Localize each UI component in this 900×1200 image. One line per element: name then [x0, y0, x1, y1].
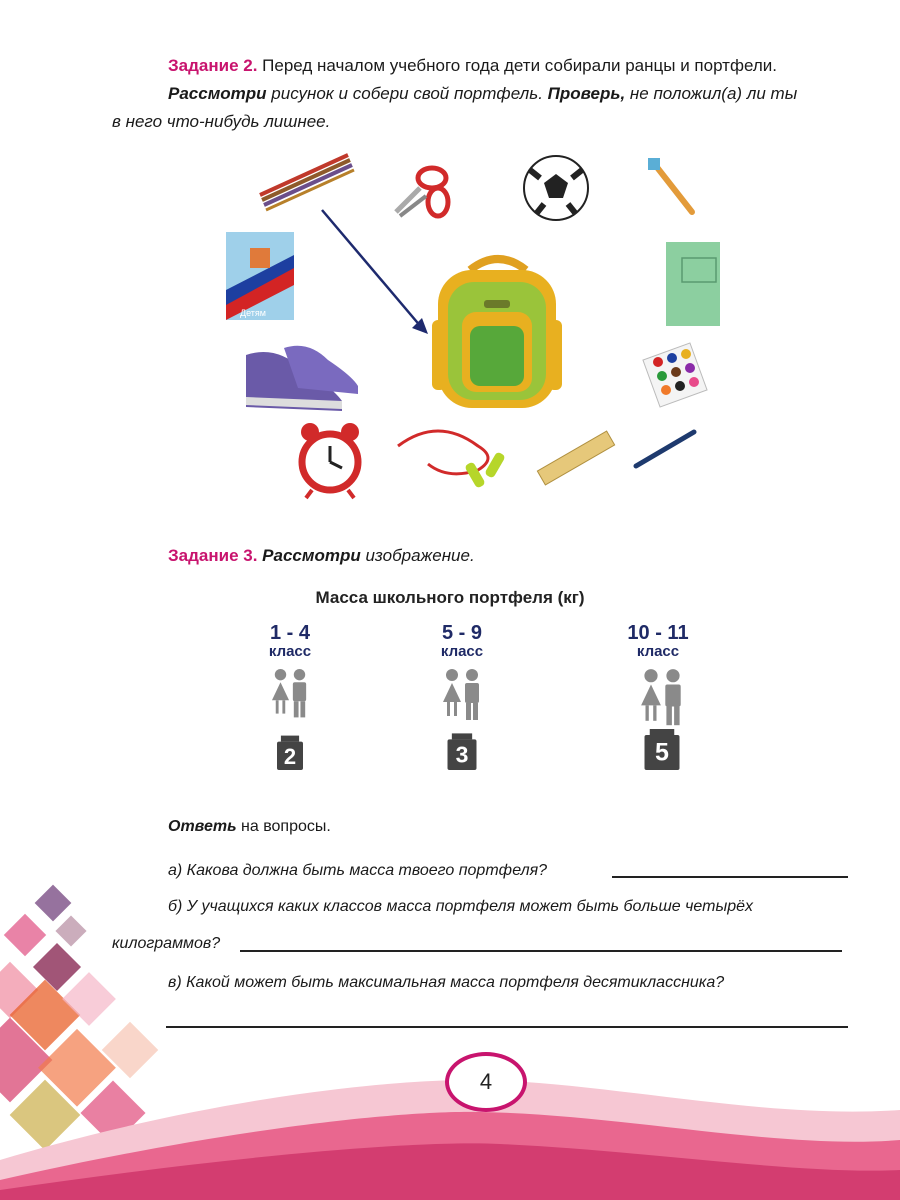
female-person-leg [653, 705, 656, 720]
female-person-leg [646, 705, 649, 720]
pencils-icon [260, 155, 354, 210]
male-person-body [293, 682, 306, 701]
grade-class-label: класс [268, 643, 312, 660]
task2-look-word: Рассмотри [168, 84, 267, 103]
task3-label: Задание 3. [168, 546, 258, 565]
task2-line1 [168, 56, 777, 76]
question-c: в) Какой может быть максимальная масса портфеля десятиклассника? [168, 974, 725, 991]
female-person-leg [276, 700, 279, 713]
grade-range-label: 5 - 9 [441, 622, 483, 644]
jump-rope-icon [398, 431, 506, 489]
answer-line-a[interactable] [612, 876, 848, 878]
task3-line [168, 546, 475, 566]
female-person-body [641, 685, 661, 706]
task2-instruction-text: рисунок и собери свой портфель. [271, 84, 543, 103]
chart-title: Масса школьного портфеля (кг) [315, 588, 585, 607]
task2-intro-text: Перед началом учебного года дети собирали ранцы и портфели. [262, 56, 777, 75]
weights-chart [0, 660, 900, 780]
scissors-icon [396, 168, 448, 216]
weight-value-label: 5 [655, 738, 669, 767]
male-person-leg [300, 701, 305, 717]
female-person-icon [275, 669, 286, 680]
female-person-icon [644, 669, 657, 682]
female-person-icon [446, 669, 458, 681]
grade-range-label: 1 - 4 [269, 622, 311, 644]
ruler-icon [537, 431, 614, 485]
atlas-book-icon [226, 232, 294, 320]
bottom-wave [0, 1040, 900, 1200]
male-person-leg [666, 707, 672, 726]
female-person-leg [282, 700, 285, 713]
sneakers-icon [246, 346, 358, 411]
female-person-body [272, 682, 289, 700]
task2-line3: в него что-нибудь лишнее. [112, 112, 331, 131]
task3-rest-text: изображение. [365, 546, 475, 565]
questions-intro [168, 818, 331, 836]
soccer-ball-icon [524, 156, 588, 220]
male-person-icon [294, 669, 305, 680]
answer-line-c[interactable] [166, 1026, 848, 1028]
male-person-leg [674, 707, 680, 726]
backpack-illustration [200, 140, 720, 510]
male-person-leg [466, 703, 471, 720]
toothbrush-icon [648, 158, 692, 212]
weight-handle [650, 729, 675, 735]
male-person-icon [466, 669, 478, 681]
task2-check-word: Проверь, [547, 84, 626, 103]
male-person-leg [473, 703, 478, 720]
task2-label: Задание 2. [168, 56, 258, 75]
questions-intro-rest: на вопросы. [241, 818, 331, 835]
task2-question-text: не положил(а) ли ты [629, 84, 798, 103]
female-person-body [443, 683, 461, 702]
weight-value-label: 3 [455, 741, 469, 768]
grade-column-1 [230, 622, 350, 660]
male-person-body [665, 685, 680, 707]
atlas-label: Детям [240, 308, 266, 318]
notebook-icon [666, 242, 720, 326]
backpack-icon [432, 259, 562, 408]
male-person-icon [666, 669, 679, 682]
male-person-leg [294, 701, 299, 717]
alarm-clock-icon [301, 423, 359, 498]
grade-class-label: класс [636, 643, 680, 660]
paints-icon [643, 343, 707, 407]
grade-column-3 [598, 622, 718, 660]
arrow-icon [322, 210, 428, 334]
weight-handle [452, 733, 472, 739]
grade-range-label: 10 - 11 [627, 622, 689, 644]
grade-class-label: класс [440, 643, 484, 660]
female-person-leg [454, 702, 457, 716]
question-b-line2: килограммов? [112, 935, 221, 952]
answer-word: Ответь [168, 818, 237, 835]
female-person-leg [447, 702, 450, 716]
pen-icon [636, 432, 694, 466]
male-person-body [465, 683, 479, 703]
weight-value-label: 2 [283, 743, 297, 769]
grade-column-2 [402, 622, 522, 660]
page-number: 4 [445, 1052, 527, 1112]
question-a: а) Какова должна быть масса твоего портфеля? [168, 862, 548, 879]
task2-line2 [168, 84, 797, 104]
answer-line-b[interactable] [240, 950, 842, 952]
task3-look-word: Рассмотри [262, 546, 361, 565]
weight-handle [281, 736, 299, 742]
question-b-line1: б) У учащихся каких классов масса портфеля может быть больше четырёх [168, 898, 754, 915]
